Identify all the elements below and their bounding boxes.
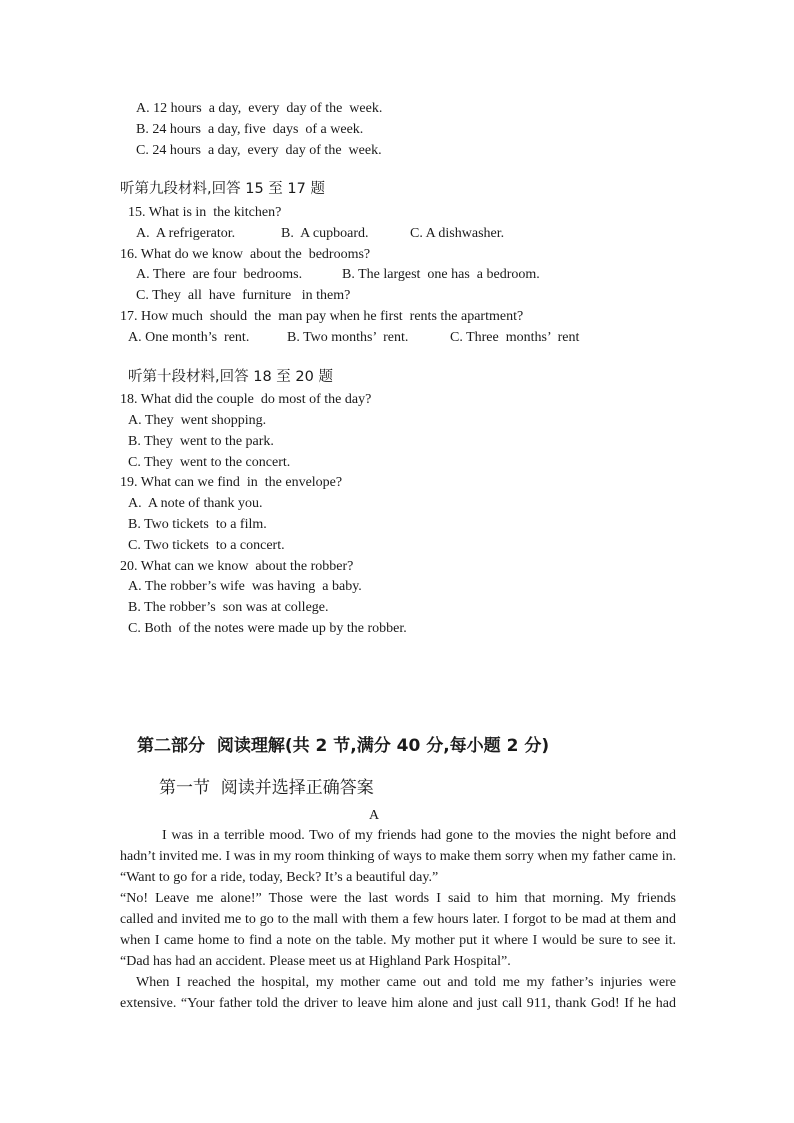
- q19-option-c: C. Two tickets to a concert.: [128, 538, 285, 553]
- passage-label: A: [369, 808, 380, 823]
- q15-question: 15. What is in the kitchen?: [128, 205, 282, 220]
- q16-question: 16. What do we know about the bedrooms?: [120, 247, 371, 262]
- q16-option-c: C. They all have furniture in them?: [136, 288, 351, 303]
- q14-option-b: B. 24 hours a day, five days of a week.: [136, 122, 364, 137]
- passage-line-4: “No! Leave me alone!” Those were the last words I said to him that morning. My friends: [120, 891, 676, 906]
- passage-line-5: called and invited me to go to the mall with them a few hours later. I forgot to be mad at them and: [120, 912, 676, 927]
- section-title: 第一节 阅读并选择正确答案: [159, 778, 374, 798]
- q20-option-b: B. The robber’s son was at college.: [128, 600, 329, 615]
- q17-option-c: C. Three months’ rent: [450, 330, 580, 345]
- q18-option-b: B. They went to the park.: [128, 434, 274, 449]
- q15-option-a: A. A refrigerator.: [136, 226, 236, 241]
- section9-title: 听第九段材料,回答 15 至 17 题: [120, 181, 325, 197]
- q16-option-b: B. The largest one has a bedroom.: [342, 267, 540, 282]
- q17-option-b: B. Two months’ rent.: [287, 330, 409, 345]
- passage-line-8: When I reached the hospital, my mother came out and told me my father’s injuries were: [136, 975, 676, 990]
- passage-line-3: “Want to go for a ride, today, Beck? It’s a beautiful day.”: [120, 870, 439, 885]
- q20-option-c: C. Both of the notes were made up by the robber.: [128, 621, 407, 636]
- passage-line-2: hadn’t invited me. I was in my room thinking of ways to make them sorry when my father came in.: [120, 849, 677, 864]
- passage-line-7: “Dad has had an accident. Please meet us at Highland Park Hospital”.: [120, 954, 511, 969]
- section10-title: 听第十段材料,回答 18 至 20 题: [128, 369, 333, 385]
- q15-option-c: C. A dishwasher.: [410, 226, 505, 241]
- q19-option-b: B. Two tickets to a film.: [128, 517, 267, 532]
- q20-question: 20. What can we know about the robber?: [120, 559, 354, 574]
- q18-question: 18. What did the couple do most of the day?: [120, 392, 372, 407]
- q19-option-a: A. A note of thank you.: [128, 496, 263, 511]
- q17-question: 17. How much should the man pay when he first rents the apartment?: [120, 309, 524, 324]
- q14-option-c: C. 24 hours a day, every day of the week.: [136, 143, 382, 158]
- q18-option-a: A. They went shopping.: [128, 413, 267, 428]
- q17-option-a: A. One month’s rent.: [128, 330, 250, 345]
- part-title: 第二部分 阅读理解(共 2 节,满分 40 分,每小题 2 分): [137, 736, 550, 756]
- passage-line-9: extensive. “Your father told the driver to leave him alone and just call 911, thank God! If he had: [120, 996, 676, 1011]
- passage-line-6: when I came home to find a note on the table. My mother put it where I would be sure to see it.: [120, 933, 676, 948]
- passage-line-1: I was in a terrible mood. Two of my friends had gone to the movies the night before and: [162, 828, 676, 843]
- q16-option-a: A. There are four bedrooms.: [136, 267, 303, 282]
- q15-option-b: B. A cupboard.: [281, 226, 369, 241]
- q18-option-c: C. They went to the concert.: [128, 455, 291, 470]
- q14-option-a: A. 12 hours a day, every day of the week.: [136, 101, 383, 116]
- q20-option-a: A. The robber’s wife was having a baby.: [128, 579, 362, 594]
- q19-question: 19. What can we find in the envelope?: [120, 475, 343, 490]
